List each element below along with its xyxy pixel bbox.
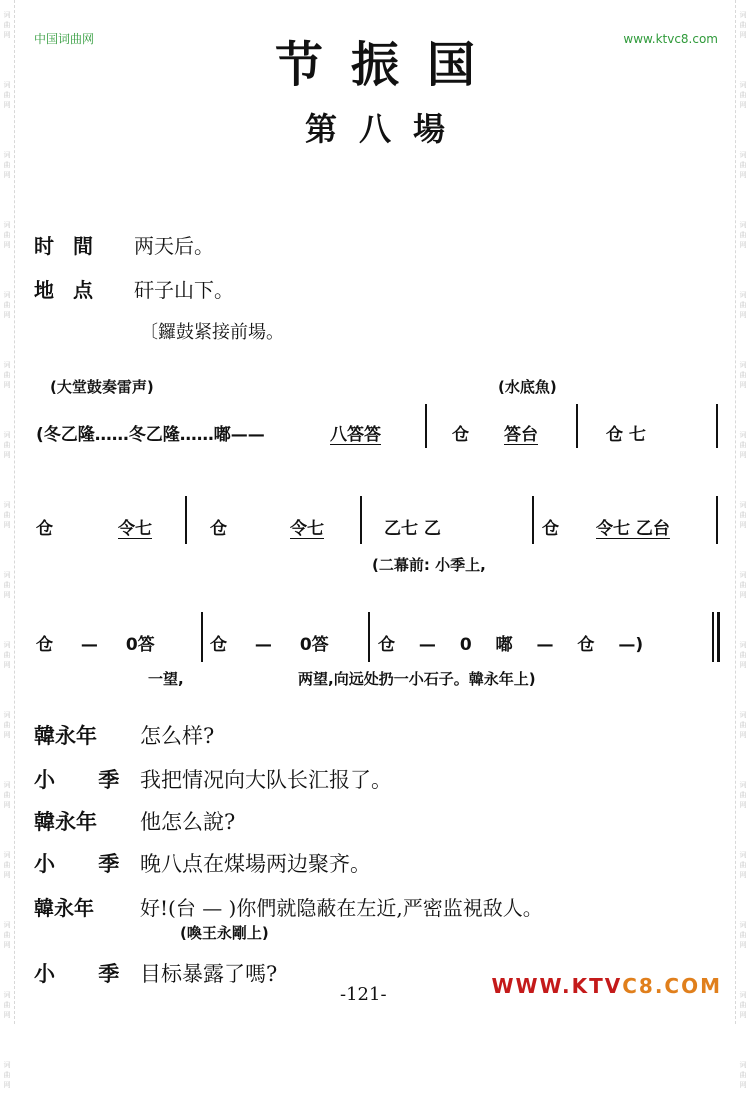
- barline: [576, 404, 578, 448]
- dialogue-line: [34, 720, 214, 750]
- double-barline-thick: [717, 612, 720, 662]
- music-row2-b: 令七: [118, 519, 152, 539]
- barline: [368, 612, 370, 662]
- dialogue-line: [34, 958, 277, 988]
- place-line: [34, 274, 234, 303]
- stage-direction: 〔鑼鼓紧接前場。: [140, 322, 284, 343]
- music-row1-a: (冬乙隆……冬乙隆……嘟——: [36, 425, 265, 445]
- music-row2-note: (二幕前: 小季上,: [372, 556, 486, 574]
- music-row2-f: 仓: [542, 519, 559, 539]
- line-text: 晚八点在煤場两边聚齐。: [140, 852, 371, 876]
- music-row3-note1: 一望,: [148, 670, 184, 688]
- line-text: 好!(台 — )你們就隐蔽在左近,严密监視敌人。: [140, 896, 543, 920]
- time-label: 时 間: [34, 234, 99, 258]
- music-row2-a: 仓: [36, 519, 53, 539]
- barline: [425, 404, 427, 448]
- speaker: 韓永年: [34, 896, 94, 920]
- watermark: WWW.KTVC8.COM: [491, 974, 722, 998]
- dialogue-line: [34, 848, 371, 878]
- music-row1-c: 仓: [452, 425, 469, 445]
- barline: [185, 496, 187, 544]
- barline: [716, 404, 718, 448]
- place-label: 地 点: [34, 278, 99, 302]
- site-name: 中国词曲网: [34, 32, 95, 46]
- music-row2-g: 令七 乙台: [596, 519, 670, 539]
- music-row2-d: 令七: [290, 519, 324, 539]
- page-title: 节振国: [274, 37, 503, 93]
- line-text: 怎么样?: [140, 724, 215, 748]
- place-value: 矸子山下。: [134, 278, 234, 302]
- double-barline: [712, 612, 714, 662]
- music-row3-b: 仓 — 0答: [210, 635, 329, 655]
- dialogue-line: [34, 806, 235, 836]
- speaker: 小 季: [34, 962, 138, 986]
- music-row2-c: 仓: [210, 519, 227, 539]
- barline: [716, 496, 718, 544]
- left-edge-watermark: 词 曲 网 词 曲 网 词 曲 网 词 曲 网 词 曲 网 词 曲 网 词 曲 网 词 曲 网 词 曲 网 词 曲 网 词 曲 网 词 曲 网 词 曲 网 词 曲 网 词 曲 网 词 曲 网: [0, 0, 15, 1024]
- music-row1-d: 答台: [504, 425, 538, 445]
- barline: [532, 496, 534, 544]
- line-text: 我把情况向大队长汇报了。: [140, 768, 392, 792]
- music-note-right: (水底魚): [498, 378, 557, 396]
- barline: [360, 496, 362, 544]
- dialogue-line: [34, 892, 543, 921]
- music-row2-e: 乙七 乙: [384, 519, 441, 539]
- time-line: [34, 230, 214, 259]
- line-text: 他怎么說?: [140, 810, 236, 834]
- music-row3-note2: 两望,向远处扔一小石子。韓永年上): [298, 670, 536, 688]
- music-row3-c: 仓 — 0 嘟 — 仓 —): [378, 635, 644, 655]
- line-text: 目标暴露了嗎?: [140, 962, 278, 986]
- speaker: 小 季: [34, 768, 138, 792]
- speaker: 韓永年: [34, 724, 97, 748]
- music-row1-e: 仓 七: [606, 425, 646, 445]
- speaker: 小 季: [34, 852, 138, 876]
- right-edge-watermark: 词 曲 网 词 曲 网 词 曲 网 词 曲 网 词 曲 网 词 曲 网 词 曲 网 词 曲 网 词 曲 网 词 曲 网 词 曲 网 词 曲 网 词 曲 网 词 曲 网 词 曲 网 词 曲 网: [735, 0, 750, 1024]
- time-value: 两天后。: [134, 234, 214, 258]
- dialogue-stage-note: (喚王永剛上): [180, 924, 269, 942]
- music-row1-b: 八答答: [330, 425, 381, 445]
- barline: [201, 612, 203, 662]
- speaker: 韓永年: [34, 810, 97, 834]
- music-note-left: (大堂鼓奏雷声): [50, 378, 154, 396]
- music-row3-a: 仓 — 0答: [36, 635, 155, 655]
- scene-title: 第八場: [304, 110, 467, 148]
- site-url: www.ktvc8.com: [623, 32, 718, 46]
- page-number: -121-: [340, 984, 387, 1005]
- dialogue-line: [34, 764, 392, 794]
